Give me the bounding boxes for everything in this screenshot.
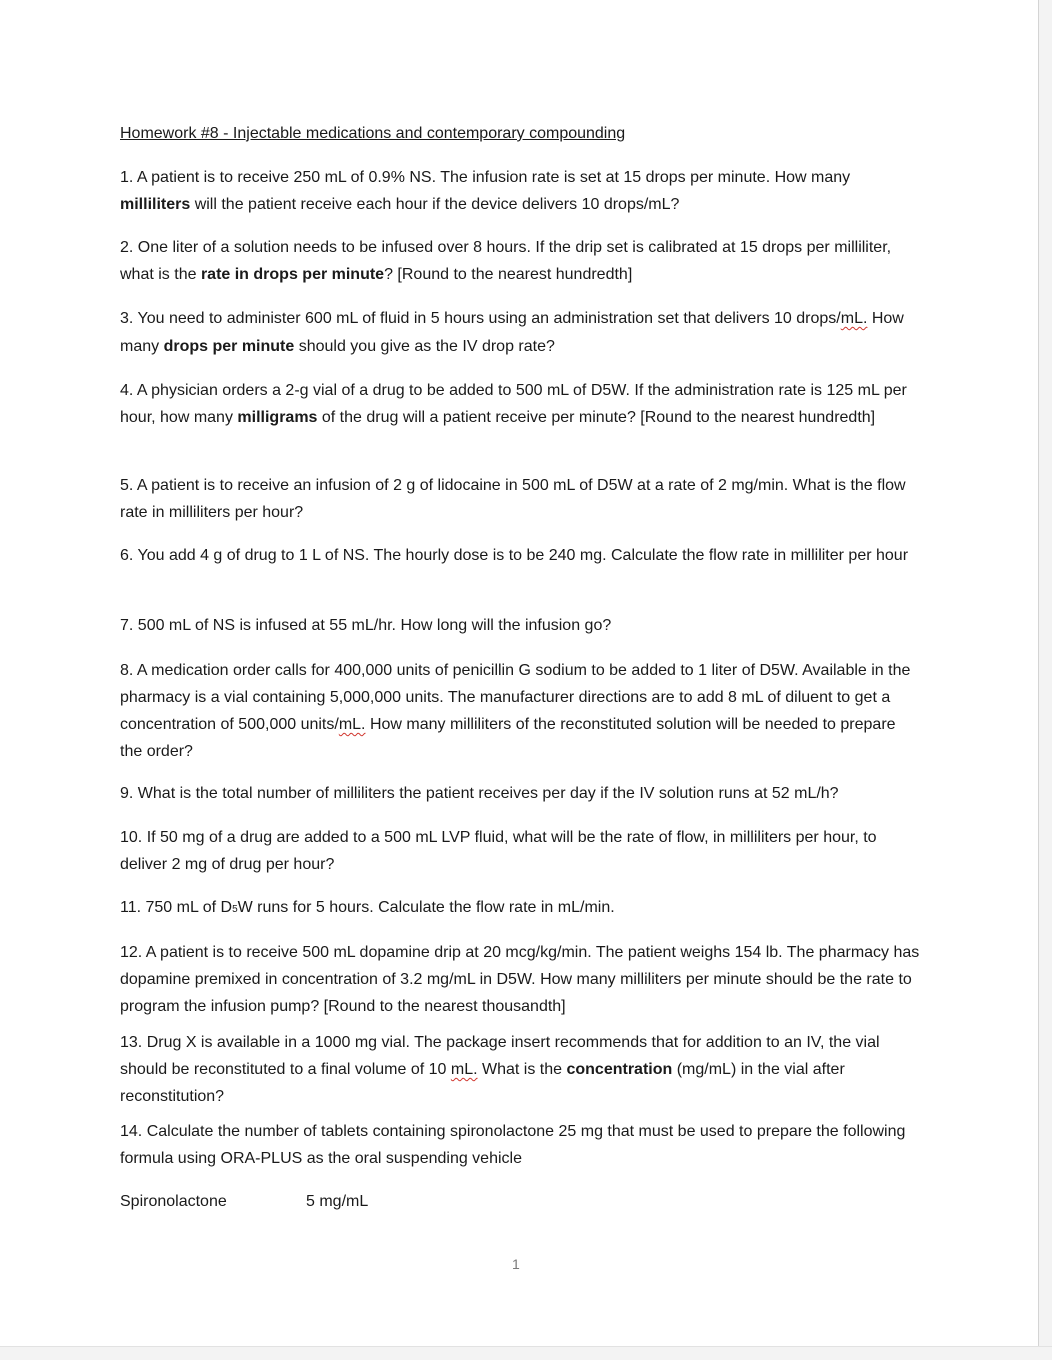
formula-ingredient: Spironolactone (120, 1193, 227, 1210)
question-7: 7. 500 mL of NS is infused at 55 mL/hr. How long will the infusion go? (120, 617, 612, 634)
formula-amount: 5 mg/mL (306, 1193, 369, 1210)
spellcheck-underline: mL. (840, 310, 868, 327)
question-11: 11. 750 mL of D5W runs for 5 hours. Calculate the flow rate in mL/min. (120, 899, 615, 916)
viewer-edge-right (1038, 0, 1052, 1360)
question-13: 13. Drug X is available in a 1000 mg vial. The package insert recommends that for addition to an IV, the vial should be reconstituted to a final volume of 10 mL. What is the concentration (mg/mL) in the vial after reconstitution? (120, 1034, 880, 1105)
spellcheck-underline: mL. (450, 1061, 478, 1078)
question-4: 4. A physician orders a 2-g vial of a drug to be added to 500 mL of D5W. If the administration rate is 125 mL per hour, how many milligrams of the drug will a patient receive per minute? [Round to the nearest hundredth] (120, 382, 907, 426)
question-1: 1. A patient is to receive 250 mL of 0.9% NS. The infusion rate is set at 15 drops per minute. How many milliliters will the patient receive each hour if the device delivers 10 drops/mL? (120, 169, 851, 213)
viewer-edge-bottom (0, 1346, 1052, 1360)
spellcheck-underline: mL. (338, 716, 366, 733)
question-6: 6. You add 4 g of drug to 1 L of NS. The hourly dose is to be 240 mg. Calculate the flow rate in milliliter per hour (120, 547, 909, 564)
question-5: 5. A patient is to receive an infusion of 2 g of lidocaine in 500 mL of D5W at a rate of 2 mg/min. What is the flow rate in milliliters per hour? (120, 477, 906, 521)
page-number: 1 (512, 1256, 520, 1272)
question-8: 8. A medication order calls for 400,000 units of penicillin G sodium to be added to 1 liter of D5W. Available in the pharmacy is a vial containing 5,000,000 units. The manufacturer directions are to add 8 mL of diluent to get a concentration of 500,000 units/mL. How many milliliters of the reconstituted solution will be needed to prepare the order? (120, 662, 911, 760)
homework-title: Homework #8 - Injectable medications and contemporary compounding (120, 125, 626, 142)
question-10: 10. If 50 mg of a drug are added to a 500 mL LVP fluid, what will be the rate of flow, in milliliters per hour, to deliver 2 mg of drug per hour? (120, 829, 877, 873)
question-3: 3. You need to administer 600 mL of fluid in 5 hours using an administration set that delivers 10 drops/mL. How many drops per minute should you give as the IV drop rate? (120, 310, 904, 355)
question-12: 12. A patient is to receive 500 mL dopamine drip at 20 mcg/kg/min. The patient weighs 154 lb. The pharmacy has dopamine premixed in concentration of 3.2 mg/mL in D5W. How many milliliters per minute should be the rate to program the infusion pump? [Round to the nearest thousandth] (120, 944, 920, 1015)
question-9: 9. What is the total number of milliliters the patient receives per day if the IV solution runs at 52 mL/h? (120, 785, 839, 802)
question-14: 14. Calculate the number of tablets containing spironolactone 25 mg that must be used to prepare the following formula using ORA-PLUS as the oral suspending vehicle (120, 1123, 906, 1167)
question-2: 2. One liter of a solution needs to be infused over 8 hours. If the drip set is calibrated at 15 drops per milliliter, what is the rate in drops per minute? [Round to the nearest hundredth] (120, 239, 892, 283)
